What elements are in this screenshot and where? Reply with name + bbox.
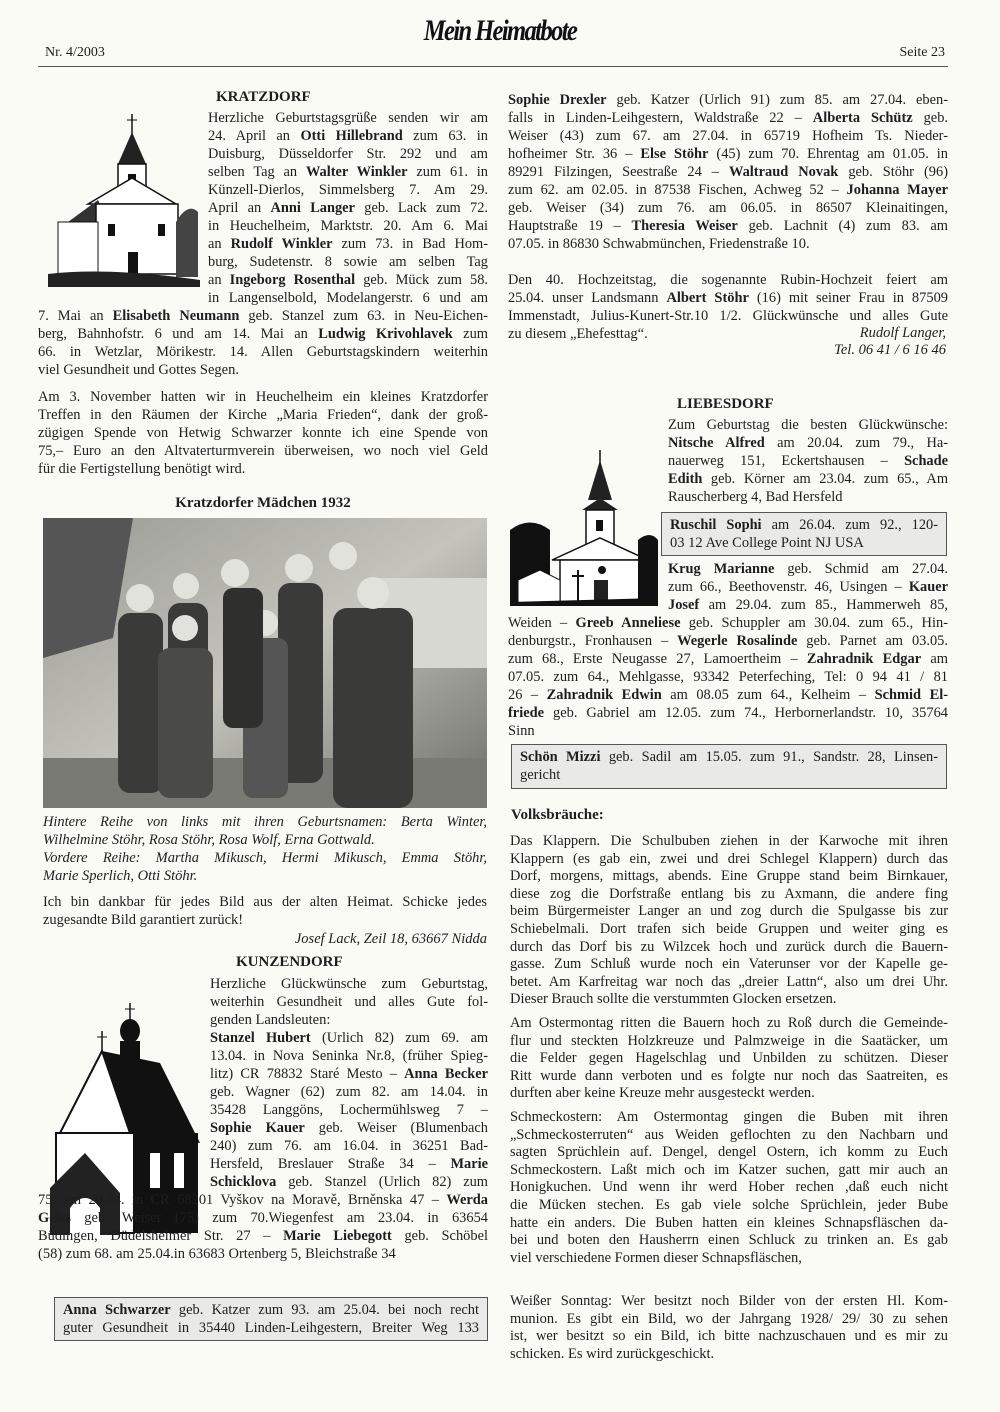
text-run: zum 62. am 02.05. in 87538 Fischen, Achweg 52 – — [508, 182, 847, 198]
liebesdorf-birthday-list — [508, 560, 948, 740]
highlight-text — [520, 748, 938, 784]
text-run: zum 61. in — [407, 164, 488, 180]
person-name: Walter Winkler — [305, 164, 408, 180]
text-line — [208, 181, 488, 199]
text-line — [43, 911, 487, 929]
kratzdorf-meeting-text — [38, 388, 488, 478]
text-run: geb. Gabriel am 12.05. zum 74., Herbornerlandstr. 10, 35764 — [544, 705, 948, 721]
text-run: Rauscherberg 4, Bad Hersfeld — [668, 489, 843, 505]
text-line — [208, 127, 488, 145]
text-line — [38, 388, 488, 406]
text-line — [210, 975, 488, 993]
text-line — [210, 1083, 488, 1101]
text-line — [208, 289, 488, 307]
text-run: falls in Linden-Leihgestern, Waldstraße 22 – — [508, 110, 813, 126]
highlight-box-anna-schwarzer — [54, 1297, 488, 1341]
person-name: Stanzel Hubert — [210, 1030, 311, 1046]
text-line — [208, 109, 488, 127]
text-run: Das Klappern. Die Schulbuben ziehen in der Karwoche mit ihren — [510, 833, 948, 849]
text-line — [38, 1227, 488, 1245]
person-name: Otti Hillebrand — [300, 128, 403, 144]
text-run: geb. Lachnit (4) zum 83. am — [737, 218, 948, 234]
text-line — [668, 488, 948, 506]
text-line — [63, 1319, 479, 1337]
text-run: beim Bürgermeister Langer an und zog durch die Spulgasse bis zur — [510, 903, 948, 920]
text-run: geb. Lack zum 72. — [354, 200, 488, 216]
text-run: Hintere Reihe von links mit ihren Geburtsnamen: Berta Winter, — [43, 814, 487, 830]
text-run: zugesandte Bild garantiert zurück! — [43, 912, 244, 928]
text-run: durch das Dorf bis zu Wilzcek hoch und zurück durch die Bauern- — [510, 938, 948, 955]
text-line — [508, 127, 948, 145]
text-run: Klappern (es gab ein, zwei und drei Schlegel Klappern) durch das — [510, 850, 948, 867]
text-run: geb. Schuppler am 30.04. zum 65., Hin- — [680, 615, 948, 631]
text-line — [508, 91, 948, 109]
text-line — [43, 813, 487, 831]
person-name: Nitsche Alfred — [668, 435, 765, 451]
text-run: zum 63. in — [402, 128, 488, 144]
text-line — [38, 406, 488, 424]
person-name: Schön Mizzi — [520, 749, 601, 765]
person-name: Johanna Mayer — [846, 182, 948, 198]
text-run: am 29.04. zum 85., Hammerweh 85, — [699, 597, 948, 613]
text-line — [43, 849, 487, 867]
text-line — [510, 1250, 948, 1268]
text-line — [210, 1047, 488, 1065]
person-name: Zahradnik Edwin — [546, 687, 662, 703]
text-run: Immenstadt, Julius-Kunert-Str.10 1/2. Glückwünsche und alles Gute — [508, 308, 948, 324]
text-run: berg, Bahnhofstr. 6 und am 14. Mai an — [38, 326, 319, 342]
text-line — [38, 1191, 488, 1209]
text-line — [510, 939, 948, 957]
highlight-box-ruschil-sophi — [661, 512, 947, 556]
text-run: am — [921, 651, 948, 667]
text-run: guter Gesundheit in 35440 Linden-Leihgestern, Breiter Weg 133 — [63, 1320, 479, 1336]
person-name: Greeb Anneliese — [575, 615, 681, 631]
photo-request-text — [43, 893, 487, 929]
text-line — [38, 361, 488, 379]
text-line — [510, 1328, 948, 1346]
person-name: Ludwig Krivohlavek — [318, 326, 453, 342]
text-run: an — [208, 272, 230, 288]
photo-caption-front-row — [43, 849, 487, 885]
text-line — [510, 1232, 948, 1250]
text-run: Schmeckostern: Am Ostermontag gingen die Buben mit ihren — [510, 1109, 948, 1125]
person-name: Albert Stöhr — [666, 290, 749, 306]
text-run: bei und boten den Hausherrn einen Schluck zu trinken an. Es gab — [510, 1232, 948, 1249]
text-run: durften aber keine Kreuze mehr ausgesteckt werden. — [510, 1085, 815, 1102]
text-run: Weiser (43) zum 67. am 27.04. in 65719 Hofheim Ts. Nieder- — [508, 128, 948, 144]
text-run: hofheimer Str. 36 – — [508, 146, 641, 162]
text-line — [208, 235, 488, 253]
text-run: Am 3. November hatten wir in Heuchelheim ein kleines Kratzdorfer — [38, 389, 488, 405]
text-run: Am Ostermontag ritten die Bauern hoch zu Roß durch die Gemeinde- — [510, 1015, 948, 1031]
text-line — [510, 1033, 948, 1051]
birthday-list-continued — [508, 91, 948, 253]
text-run: „Schmeckosterruten“ aus Weiden geflochten zu den Nachbarn und — [510, 1126, 948, 1143]
text-run: geb. Katzer (Urlich 91) zum 85. am 27.04. eben- — [606, 92, 949, 108]
text-run: an — [208, 236, 231, 252]
text-line — [210, 1029, 488, 1047]
text-run: 26 – — [508, 687, 547, 703]
text-run: 24. April an — [208, 128, 301, 144]
text-run: viel verschiedene Formen dieser Schnapsfläschen, — [510, 1249, 802, 1266]
person-name: Werda — [446, 1192, 488, 1208]
text-run: für die Fertigstellung benötigt wird. — [38, 461, 246, 477]
text-run: geb. Schöbel — [391, 1228, 488, 1244]
text-run: Herzliche Glückwünsche zum Geburtstag, — [210, 976, 488, 992]
text-run: geb. Mück zum 58. — [355, 272, 488, 288]
section-heading-kratzdorf: KRATZDORF — [216, 89, 311, 105]
text-run: geb. Stanzel (Urlich 82) zum — [276, 1174, 488, 1190]
text-run: geb. Weiser (34) zum 76. am 06.05. in 86507 Kleinaitingen, — [508, 200, 948, 216]
person-name: Wegerle Rosalinde — [677, 633, 798, 649]
text-run: Ritt wurde dann verboten und es folgte nur noch das Saatreiten, es — [510, 1067, 948, 1084]
text-line — [210, 1155, 488, 1173]
text-run: 75,– Euro an den Altvaterturmverein überweisen, wo noch viel Geld — [38, 443, 488, 459]
photo-heading: Kratzdorfer Mädchen 1932 — [175, 495, 351, 511]
text-line — [510, 974, 948, 992]
text-line — [508, 686, 948, 704]
text-line — [510, 1109, 948, 1127]
person-name: Zahradnik Edgar — [806, 651, 922, 667]
person-name: Elisabeth Neumann — [112, 308, 240, 324]
text-line — [508, 722, 948, 740]
person-name: Edith — [668, 471, 703, 487]
kunzendorf-birthday-list — [38, 1029, 488, 1263]
text-run: weiterhin Gesundheit und alles Gute fol- — [210, 994, 488, 1010]
text-run: 66. in Wetzlar, Mörikestr. 14. Allen Geburtstagskindern weiterhin — [38, 344, 488, 360]
person-name: friede — [508, 705, 545, 721]
text-run: 07.05. in 86830 Schwabmünchen, Friedenstraße 10. — [508, 236, 810, 252]
text-run: Hersfeld, Breslauer Straße 34 – — [210, 1156, 451, 1172]
text-run: zum 68., Erste Neugasse 27, Lamoertheim – — [508, 651, 807, 667]
text-run: geb. Stöhr (96) — [838, 164, 948, 180]
person-name: Marie Liebegott — [283, 1228, 392, 1244]
text-run: Weißer Sonntag: Wer besitzt noch Bilder von der ersten Hl. Kom- — [510, 1293, 948, 1309]
text-run: (58) zum 68. am 25.04.in 63683 Ortenberg 5, Bleichstraße 34 — [38, 1246, 396, 1262]
text-run: gasse. Zum Schluß wurde noch ein Vaterunser vor der Kapelle ge- — [510, 956, 948, 973]
person-name: Ingeborg Rosenthal — [229, 272, 356, 288]
text-run: zum 66., Beethovenstr. 46, Usingen – — [668, 579, 909, 595]
text-run: Treffen in den Räumen der Kirche „Maria Frieden“, dank der groß- — [38, 407, 488, 423]
text-line — [208, 253, 488, 271]
text-line — [510, 1085, 948, 1103]
text-line — [43, 867, 487, 885]
text-run: nauerweg 151, Eckertshausen – — [668, 453, 905, 469]
signature-name: Rudolf Langer, — [859, 325, 946, 341]
text-line — [668, 452, 948, 470]
issue-number: Nr. 4/2003 — [45, 45, 105, 60]
text-run: April an — [208, 200, 271, 216]
text-line — [38, 325, 488, 343]
text-line — [668, 560, 948, 578]
text-line — [510, 903, 948, 921]
text-line — [508, 307, 948, 325]
person-name: Anni Langer — [270, 200, 355, 216]
text-run: Weiden – — [508, 615, 576, 631]
text-line — [510, 1215, 948, 1233]
text-run: schicken. Es wird zurückgeschickt. — [510, 1345, 715, 1362]
text-run: Büdingen, Düdelsheimer Str. 27 – — [38, 1228, 284, 1244]
person-name: Krug Marianne — [668, 561, 775, 577]
liebesdorf-birthday-text — [668, 416, 948, 506]
text-run: (45) zum 70. Ehrentag am 01.05. in — [708, 146, 949, 162]
text-line — [510, 991, 948, 1009]
text-line — [38, 343, 488, 361]
text-run: gericht — [520, 767, 561, 783]
customs-weisser-sonntag-text — [510, 1293, 948, 1363]
text-line — [208, 271, 488, 289]
text-run: litz) CR 78832 Staré Mesto – — [210, 1066, 405, 1082]
text-line — [63, 1301, 479, 1319]
text-run: Herzliche Geburtstagsgrüße senden wir am — [208, 110, 488, 126]
person-name: Kauer — [908, 579, 948, 595]
text-line — [210, 1173, 488, 1191]
text-line — [208, 163, 488, 181]
text-line — [38, 307, 488, 325]
text-run: 25.04. unser Landsmann — [508, 290, 667, 306]
text-line — [510, 1050, 948, 1068]
text-line — [210, 1065, 488, 1083]
text-line — [510, 1293, 948, 1311]
text-run: Ich bin dankbar für jedes Bild aus der alten Heimat. Schicke jedes — [43, 894, 487, 910]
text-line — [38, 1245, 488, 1263]
text-line — [508, 199, 948, 217]
text-run: betet. Am Karfreitag war noch das „dreier Lattn“, also um drei Uhr. — [510, 973, 948, 990]
text-run: Duisburg, Düsseldorfer Str. 292 und am — [208, 146, 488, 162]
text-line — [38, 460, 488, 478]
text-run: sagten Sprüchlein auf. Dengel, dengel Ostern, ich komm zu Euch — [510, 1144, 948, 1161]
header-divider — [38, 66, 948, 67]
kunzendorf-intro-text — [38, 975, 488, 1029]
text-run: denburgstr., Fronhausen – — [508, 633, 678, 649]
text-line — [43, 831, 487, 849]
highlight-text — [63, 1301, 479, 1337]
person-name: Schade — [904, 453, 948, 469]
text-run: (Urlich 82) zum 69. am — [310, 1030, 489, 1046]
person-name: Josef — [668, 597, 700, 613]
text-run: zum 73. in Bad Hom- — [332, 236, 488, 252]
text-run: geb. Katzer zum 93. am 25.04. bei noch recht — [170, 1302, 479, 1318]
text-run: Sinn — [508, 723, 535, 739]
text-run: geb. Weiser (75) zum 70.Wiegenfest am 23.04. in 63654 — [70, 1210, 488, 1226]
person-name: Waltraud Novak — [728, 164, 839, 180]
text-line — [668, 434, 948, 452]
text-line — [508, 109, 948, 127]
text-line — [508, 650, 948, 668]
text-line — [510, 1197, 948, 1215]
text-line — [670, 534, 938, 552]
text-run: am 20.04. zum 79., Ha- — [764, 435, 949, 451]
text-run: in Heuchelheim, Marktstr. 20. Am 6. Mai — [208, 218, 488, 234]
person-name: Else Stöhr — [640, 146, 709, 162]
text-line — [508, 668, 948, 686]
text-run: geb. Sadil am 15.05. zum 91., Sandstr. 28, Linsen- — [600, 749, 938, 765]
customs-schmeckostern-text — [510, 1109, 948, 1267]
person-name: Sophie Kauer — [210, 1120, 305, 1136]
text-run: 240) zum 76. am 16.04. in 36251 Bad- — [210, 1138, 488, 1154]
text-run: Dieser Brauch sollte die verstummten Glocken ersetzen. — [510, 991, 837, 1008]
text-run: am 08.05 zum 64., Kelheim – — [661, 687, 875, 703]
text-run: Schmeckostern. Laßt mich och im Katzer suchen, gatt mir auch an — [510, 1161, 948, 1178]
text-run: die Felder gegen Hagelschlag und Unbilden zu schützen. Dieser — [510, 1050, 948, 1067]
text-line — [510, 1068, 948, 1086]
text-line — [510, 1015, 948, 1033]
text-line — [38, 442, 488, 460]
text-line — [208, 145, 488, 163]
person-name: Marie — [450, 1156, 488, 1172]
text-line — [510, 851, 948, 869]
text-line — [510, 868, 948, 886]
kratzdorf-birthday-text — [38, 109, 488, 379]
text-run: geb. Wagner (62) zum 82. am 14.04. in — [210, 1084, 488, 1100]
text-run: geb. — [912, 110, 949, 126]
text-run: Wilhelmine Stöhr, Rosa Stöhr, Rosa Wolf, Erna Gottwald. — [43, 832, 375, 848]
text-run: geb. Parnet am 03.05. — [797, 633, 948, 649]
page-number: Seite 23 — [899, 45, 945, 60]
text-line — [510, 1162, 948, 1180]
text-run: in Langenselbold, Modelangerstr. 6 und am — [208, 290, 488, 306]
text-line — [508, 181, 948, 199]
text-run: 89291 Filzingen, Seestraße 24 – — [508, 164, 729, 180]
highlight-text — [670, 516, 938, 552]
text-line — [508, 271, 948, 289]
text-run: am 26.04. zum 92., 120- — [761, 517, 938, 533]
text-line — [210, 993, 488, 1011]
text-run: geb. Stanzel zum 63. in Neu-Eichen- — [239, 308, 488, 324]
text-line — [210, 1011, 488, 1029]
text-run: viel Gesundheit und Gottes Segen. — [38, 362, 239, 378]
text-line — [668, 578, 948, 596]
text-run: ist, wer besitzt so ein Bild, ich bitte nachzuschauen und es mir zu — [510, 1328, 948, 1345]
person-name: Sophie Drexler — [508, 92, 607, 108]
person-name: Theresia Weiser — [631, 218, 738, 234]
text-line — [670, 516, 938, 534]
text-line — [510, 1346, 948, 1364]
person-name: Rudolf Winkler — [230, 236, 333, 252]
section-heading-kunzendorf: KUNZENDORF — [236, 954, 343, 970]
photo-caption-back-row — [43, 813, 487, 849]
text-line — [510, 956, 948, 974]
text-line — [520, 748, 938, 766]
person-name: Geiss — [38, 1210, 71, 1226]
text-line — [510, 921, 948, 939]
customs-klappern-text — [510, 833, 948, 1009]
section-heading-volksbraeuche: Volksbräuche: — [511, 807, 604, 823]
text-run: Dorf, morgens, mittags, abends. Eine Gruppe stand beim Birnkauer, — [510, 868, 948, 885]
highlight-box-schoen-mizzi — [511, 744, 947, 789]
text-line — [508, 289, 948, 307]
text-run: zum — [452, 326, 489, 342]
text-line — [510, 1127, 948, 1145]
text-run: 35428 Langgöns, Lochermühlsweg 7 – — [210, 1102, 488, 1118]
text-run: Honigkuchen. Und wenn ihr werd Hober rechen ,daß euch nicht — [510, 1179, 948, 1196]
text-run: geb. Schmid am 27.04. — [774, 561, 948, 577]
text-line — [508, 704, 948, 722]
text-run: (16) mit seiner Frau in 87509 — [748, 290, 948, 306]
text-line — [510, 1179, 948, 1197]
text-line — [508, 632, 948, 650]
text-run: Vordere Reihe: Martha Mikusch, Hermi Mikusch, Emma Stöhr, — [43, 850, 487, 866]
text-run: Den 40. Hochzeitstag, die sogenannte Rubin-Hochzeit feiert am — [508, 272, 948, 288]
text-line — [510, 886, 948, 904]
text-line — [508, 163, 948, 181]
text-run: 07.05. zum 64., Mehlgasse, 93342 Peterfeching, Tel: 0 94 41 / 81 — [508, 669, 948, 685]
text-line — [210, 1137, 488, 1155]
text-line — [668, 470, 948, 488]
person-name: Schicklova — [210, 1174, 277, 1190]
text-run: Hauptstraße 19 – — [508, 218, 632, 234]
text-line — [508, 614, 948, 632]
author-signature: Josef Lack, Zeil 18, 63667 Nidda — [294, 931, 487, 947]
text-run: zu diesem „Ehefesttag“. — [508, 326, 648, 342]
text-run: Schiebelmali. Dort trafen sich beide Gruppen und weiter ging es — [510, 920, 948, 937]
text-run: Zum Geburtstag die besten Glückwünsche: — [668, 417, 948, 433]
text-line — [38, 1209, 488, 1227]
text-line — [208, 199, 488, 217]
text-run: selben Tag an — [208, 164, 306, 180]
person-name: Anna Becker — [404, 1066, 488, 1082]
text-run: die Mücken stechen. Es gab viele solche Sprüchlein, jeder Bube — [510, 1196, 948, 1213]
text-line — [208, 217, 488, 235]
person-name: Schmid El- — [874, 687, 948, 703]
text-run: 75. am 20.04. in CR 68201 Vyškov na Moravě, Brněnska 47 – — [38, 1192, 447, 1208]
text-run: Marie Sperlich, Otti Stöhr. — [43, 868, 198, 884]
historic-group-photo — [43, 518, 487, 808]
text-line — [508, 235, 948, 253]
text-run: burg, Sudetenstr. 8 sowie am selben Tag — [208, 254, 488, 270]
text-line — [38, 424, 488, 442]
text-line — [668, 416, 948, 434]
text-line — [43, 893, 487, 911]
section-heading-liebesdorf: LIEBESDORF — [677, 396, 774, 412]
text-line — [510, 1311, 948, 1329]
text-run: genden Landsleuten: — [210, 1012, 331, 1028]
text-run: diese zog die Dorfstraße entlang bis zu Axmann, die andere fing — [510, 885, 948, 902]
text-run: Künzell-Dierlos, Simmelsberg 7. Am 29. — [208, 182, 488, 198]
text-line — [510, 833, 948, 851]
text-run: 7. Mai an — [38, 308, 113, 324]
text-run: munion. Es gibt ein Bild, wo der Jahrgang 1928/ 29/ 30 zu sehen — [510, 1310, 948, 1327]
text-line — [668, 596, 948, 614]
text-run: flur und steckten Holzkreuze und Palmzweige in die Saatäcker, um — [510, 1032, 948, 1049]
text-line — [210, 1119, 488, 1137]
person-name: Anna Schwarzer — [63, 1302, 171, 1318]
customs-ostermontag-text — [510, 1015, 948, 1103]
text-line — [520, 766, 938, 784]
text-line — [508, 217, 948, 235]
text-run: 13.04. in Nova Seninka Nr.8, (früher Spieg- — [210, 1048, 488, 1064]
newspaper-logo: Mein Heimatbote — [423, 14, 577, 47]
text-run: 03 12 Ave College Point NJ USA — [670, 535, 864, 551]
person-name: Alberta Schütz — [812, 110, 913, 126]
text-line — [210, 1101, 488, 1119]
signature-phone: Tel. 06 41 / 6 16 46 — [834, 342, 946, 358]
person-name: Ruschil Sophi — [670, 517, 762, 533]
text-run: zügigen Spende von Hetwig Schwarzer konnte ich eine Spende von — [38, 425, 488, 441]
text-line — [508, 145, 948, 163]
text-run: hatte ein anders. Die Buben hatten ein kleines Schnapsfläschen da- — [510, 1214, 948, 1231]
text-run: geb. Weiser (Blumenbach — [304, 1120, 488, 1136]
text-line — [510, 1144, 948, 1162]
text-run: geb. Körner am 23.04. zum 65., Am — [702, 471, 948, 487]
